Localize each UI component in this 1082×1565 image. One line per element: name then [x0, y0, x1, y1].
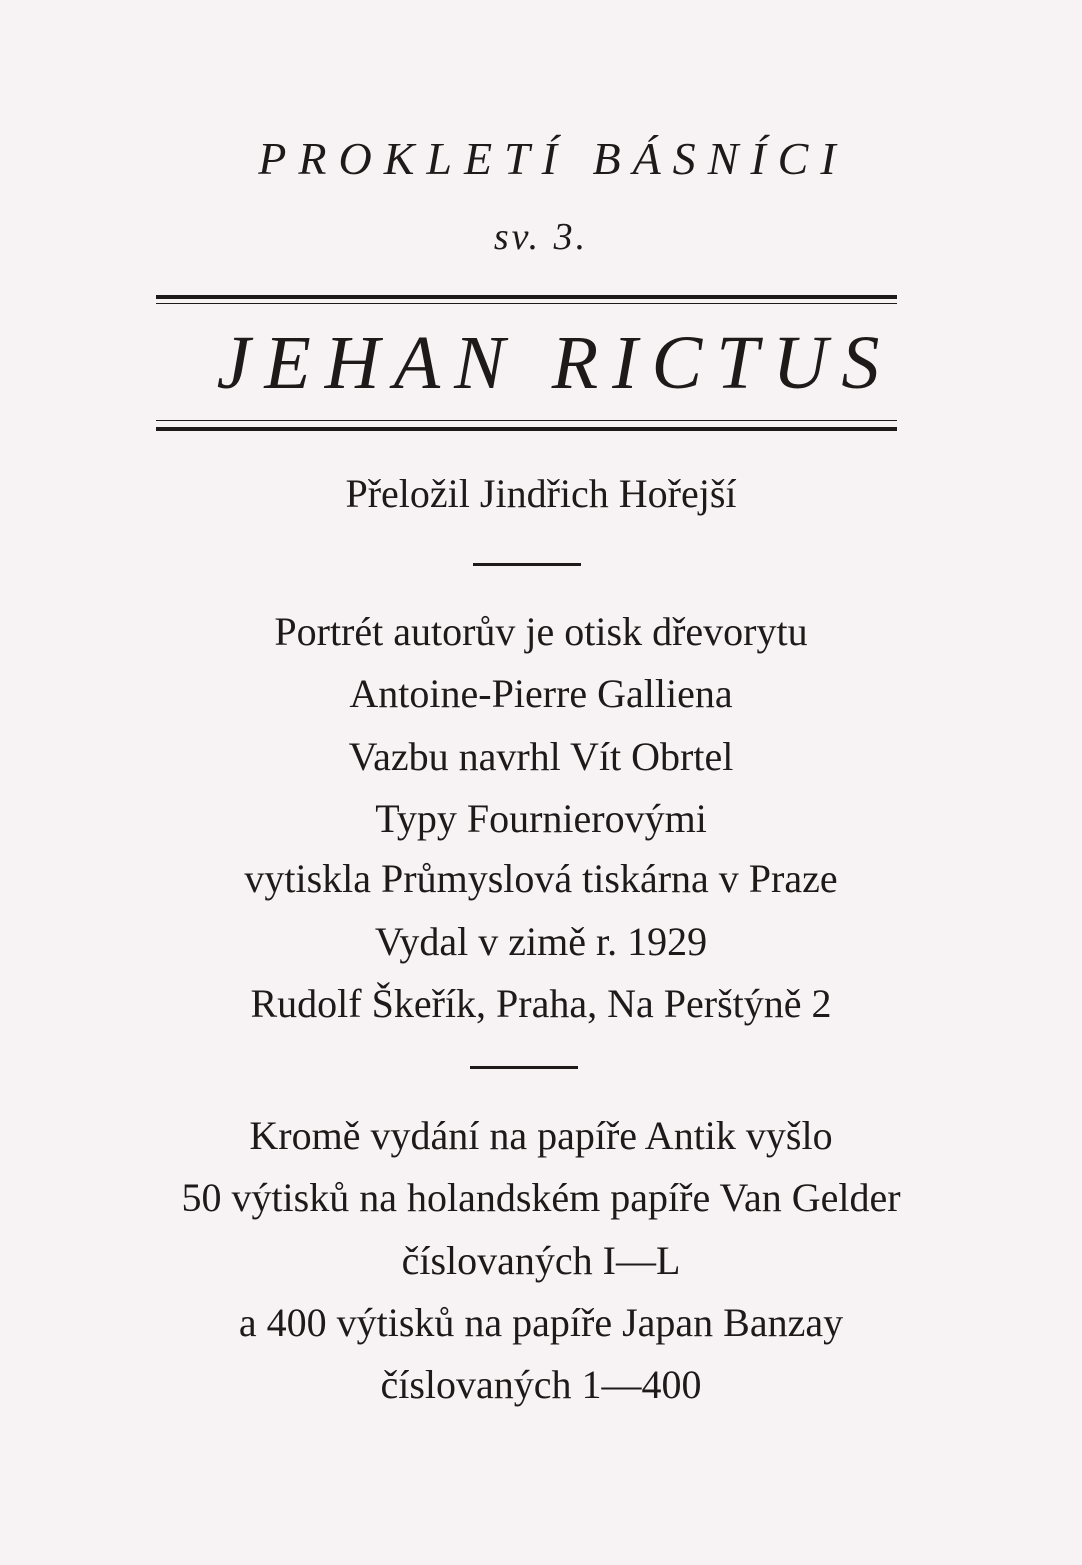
- author-name: JEHAN RICTUS: [216, 321, 894, 405]
- bottom-rule-thin: [156, 420, 897, 421]
- edition-note-line: číslovaných 1—400: [380, 1362, 702, 1407]
- edition-note-line: Kromě vydání na papíře Antik vyšlo: [249, 1113, 833, 1158]
- top-rule-thick: [156, 295, 897, 299]
- colophon-line: Typy Fournierovými: [375, 796, 707, 841]
- colophon-line: Rudolf Škeřík, Praha, Na Perštýně 2: [250, 981, 832, 1026]
- edition-note-line: a 400 výtisků na papíře Japan Banzay: [238, 1300, 844, 1345]
- series-volume: sv. 3.: [493, 216, 589, 258]
- translator-credit: Přeložil Jindřich Hořejší: [345, 471, 737, 516]
- divider-2: [470, 1066, 578, 1069]
- edition-note-line: číslovaných I—L: [401, 1238, 681, 1283]
- bottom-rule-thick: [156, 427, 897, 431]
- top-rule-thin: [156, 303, 897, 304]
- edition-note-line: 50 výtisků na holandském papíře Van Gelder: [181, 1175, 901, 1220]
- colophon-line: Vydal v zimě r. 1929: [374, 919, 708, 964]
- series-title: PROKLETÍ BÁSNÍCI: [258, 133, 848, 184]
- colophon-line: Vazbu navrhl Vít Obrtel: [348, 734, 734, 779]
- colophon-line: Portrét autorův je otisk dřevorytu: [274, 609, 808, 654]
- colophon-line: vytiskla Průmyslová tiskárna v Praze: [244, 856, 838, 901]
- colophon-line: Antoine-Pierre Galliena: [349, 671, 733, 716]
- divider-1: [473, 563, 581, 566]
